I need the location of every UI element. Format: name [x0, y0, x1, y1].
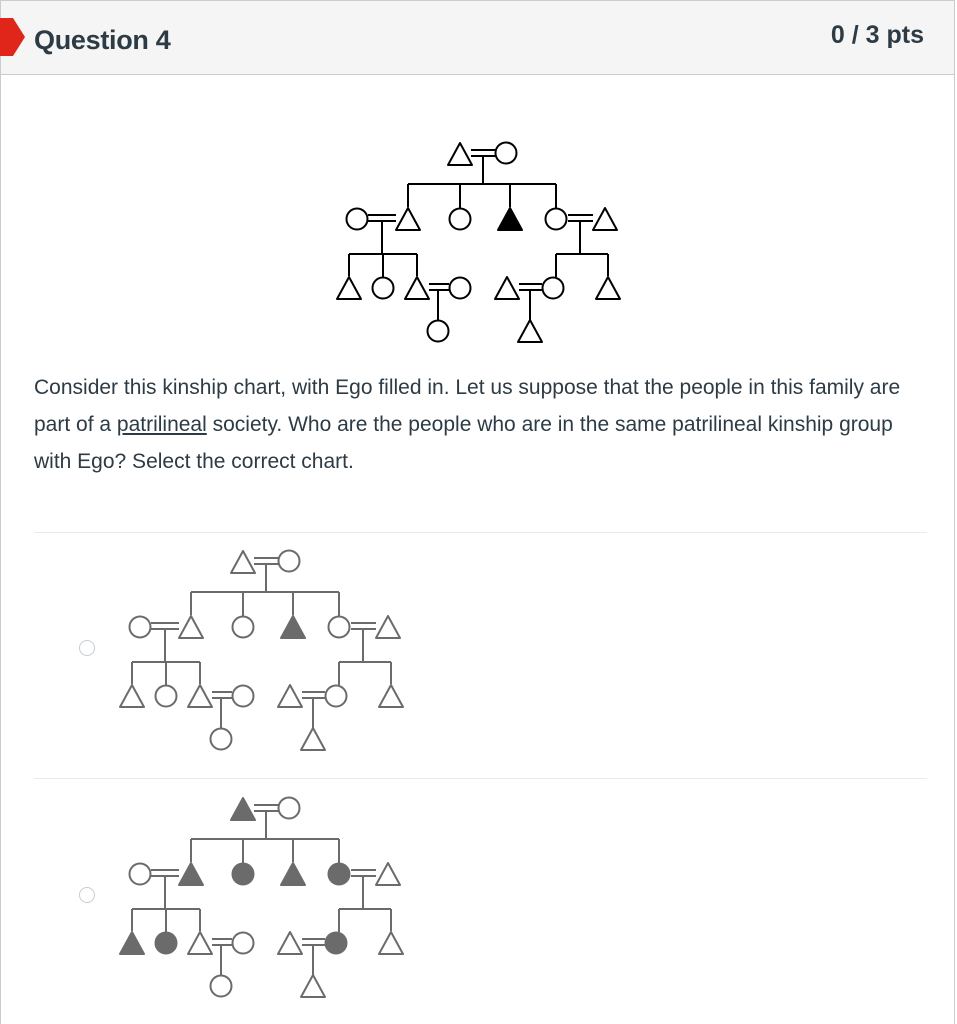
question-header: [1, 1, 954, 75]
main-male-gf-icon: [448, 143, 472, 165]
answer-2-male-fb-icon: [179, 863, 203, 885]
question-text-part-2: society. Who are the people who are in the same patrilineal kinship group with Ego? Select the correct chart.: [34, 413, 893, 473]
main-female-s1-icon: [373, 278, 394, 299]
kinship-chart-main: [331, 131, 631, 351]
answer-2-male-b1-icon: [120, 932, 144, 954]
answer-1-male-fb-icon: [179, 616, 203, 638]
answer-2-female-fbw-icon: [130, 864, 151, 885]
question-text-part-1: Consider this kinship chart, with Ego filled in. Let us suppose that the people in this family are part of a: [34, 376, 901, 436]
main-female-s2h-icon: [450, 278, 471, 299]
answer-2-radio[interactable]: [79, 887, 95, 903]
answer-2-male-b4-icon: [379, 932, 403, 954]
answer-1-male-fmsh-icon: [376, 616, 400, 638]
answer-1-male-gc2-icon: [301, 728, 325, 750]
answer-1-male-b4-icon: [379, 685, 403, 707]
answer-1-kinship-chart[interactable]: [114, 539, 414, 759]
main-male-b3-icon: [495, 277, 519, 299]
answer-1-female-s1-icon: [156, 686, 177, 707]
answer-2-female-fsis-icon: [233, 864, 254, 885]
answer-1-female-fmsis-icon: [329, 617, 350, 638]
answer-1-female-fsis-icon: [233, 617, 254, 638]
answer-1-radio[interactable]: [79, 640, 95, 656]
main-female-gm-icon: [496, 143, 517, 164]
answer-2-kinship-chart[interactable]: [114, 786, 414, 1006]
answer-1-male-b1-icon: [120, 685, 144, 707]
answer-1-male-ego-icon: [281, 616, 305, 638]
answer-2-male-gf-icon: [231, 798, 255, 820]
answer-2-male-b3-icon: [278, 932, 302, 954]
main-male-b4-icon: [596, 277, 620, 299]
answer-2-female-gc1-icon: [211, 976, 232, 997]
answer-1-male-s2-icon: [188, 685, 212, 707]
question-title: Question 4: [34, 25, 171, 55]
answer-2-female-s2h-icon: [233, 933, 254, 954]
answer-2-female-s3-icon: [326, 933, 347, 954]
question-points: 0 / 3 pts: [830, 21, 924, 49]
answer-1-female-s2h-icon: [233, 686, 254, 707]
answer-2-male-s2-icon: [188, 932, 212, 954]
answer-2-male-fmsh-icon: [376, 863, 400, 885]
answer-1-male-b3-icon: [278, 685, 302, 707]
answer-1-female-gc1-icon: [211, 729, 232, 750]
main-female-gc1-icon: [428, 321, 449, 342]
main-female-s3-icon: [543, 278, 564, 299]
main-male-gc2-icon: [518, 320, 542, 342]
question-text: [34, 369, 924, 480]
answer-separator: [34, 778, 927, 779]
answer-separator: [34, 532, 927, 533]
main-male-s2-icon: [405, 277, 429, 299]
main-male-fmsh-icon: [593, 208, 617, 230]
main-male-fb-icon: [396, 208, 420, 230]
answer-2-female-gm-icon: [279, 798, 300, 819]
main-male-b1-icon: [337, 277, 361, 299]
answer-1-female-fbw-icon: [130, 617, 151, 638]
main-female-fmsis-icon: [546, 209, 567, 230]
answer-2-male-gc2-icon: [301, 975, 325, 997]
main-female-fsis-icon: [450, 209, 471, 230]
answer-2-female-s1-icon: [156, 933, 177, 954]
answer-1-female-gm-icon: [279, 551, 300, 572]
answer-2-female-fmsis-icon: [329, 864, 350, 885]
answer-1-male-gf-icon: [231, 551, 255, 573]
answer-2-male-ego-icon: [281, 863, 305, 885]
patrilineal-link[interactable]: patrilineal: [116, 413, 207, 436]
flag-question-icon[interactable]: [0, 18, 25, 56]
main-female-fbw-icon: [347, 209, 368, 230]
answer-1-female-s3-icon: [326, 686, 347, 707]
main-male-ego-icon: [498, 208, 522, 230]
